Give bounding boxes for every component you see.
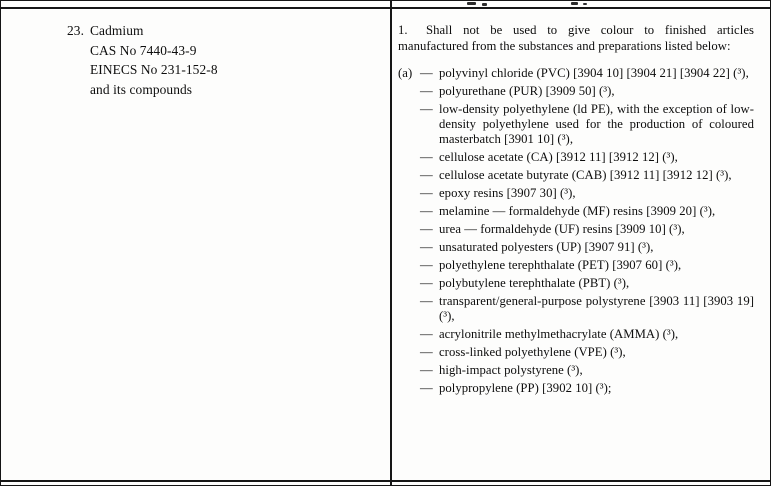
- list-item: [398, 168, 754, 183]
- previous-row-text-remnant: [583, 3, 587, 5]
- dash-bullet: —: [420, 363, 433, 377]
- list-item-text: acrylonitrile methylmethacrylate (AMMA) (³),: [439, 327, 679, 341]
- cas-number: CAS No 7440-43-9: [90, 42, 197, 58]
- list-item: [398, 363, 754, 378]
- restriction-paragraph: [398, 22, 754, 54]
- list-item: [398, 102, 754, 147]
- list-item: [398, 186, 754, 201]
- list-item-text: low-density polyethylene (ld PE), with the exception of low-density polyethylene used for the production of coloured masterbatch [3901 10] (³),: [439, 102, 754, 146]
- previous-row-text-remnant: [467, 2, 476, 5]
- list-item-text: cellulose acetate butyrate (CAB) [3912 11] [3912 12] (³),: [439, 168, 732, 182]
- dash-bullet: —: [420, 381, 433, 395]
- list-item-text: polyurethane (PUR) [3909 50] (³),: [439, 84, 615, 98]
- list-item: [398, 276, 754, 291]
- dash-bullet: —: [420, 168, 433, 182]
- substance-entry: [67, 21, 380, 99]
- dash-bullet: —: [420, 84, 433, 98]
- list-item: [398, 222, 754, 237]
- dash-bullet: —: [420, 258, 433, 272]
- list-item-text: polyethylene terephthalate (PET) [3907 60] (³),: [439, 258, 682, 272]
- dash-bullet: —: [420, 276, 433, 290]
- dash-bullet: —: [420, 150, 433, 164]
- dash-bullet: —: [420, 66, 433, 80]
- list-item-text: high-impact polystyrene (³),: [439, 363, 583, 377]
- substance-column: [1, 9, 390, 99]
- list-item: [398, 294, 754, 324]
- table-row-bottom-border: [1, 480, 770, 482]
- dash-bullet: —: [420, 102, 433, 116]
- restrictions-column: [392, 9, 771, 399]
- dash-bullet: —: [420, 186, 433, 200]
- dash-bullet: —: [420, 345, 433, 359]
- substance-name: Cadmium: [90, 23, 144, 38]
- list-item-text: epoxy resins [3907 30] (³),: [439, 186, 576, 200]
- list-item-text: urea — formaldehyde (UF) resins [3909 10] (³),: [439, 222, 685, 236]
- list-item: [398, 327, 754, 342]
- list-item-text: polypropylene (PP) [3902 10] (³);: [439, 381, 612, 395]
- entry-number: 23.: [67, 23, 85, 38]
- list-item-text: transparent/general-purpose polystyrene [3903 11] [3903 19] (³),: [439, 294, 754, 323]
- list-item-text: cross-linked polyethylene (VPE) (³),: [439, 345, 626, 359]
- list-item: [398, 150, 754, 165]
- list-item-text: unsaturated polyesters (UP) [3907 91] (³),: [439, 240, 654, 254]
- list-item: [398, 240, 754, 255]
- dash-bullet: —: [420, 327, 433, 341]
- dash-bullet: —: [420, 294, 433, 308]
- dash-bullet: —: [420, 240, 433, 254]
- list-item: [398, 258, 754, 273]
- list-item: [398, 381, 754, 396]
- paragraph-text: Shall not be used to give colour to finished articles manufactured from the substances and preparations listed below:: [398, 23, 754, 53]
- list-item-text: cellulose acetate (CA) [3912 11] [3912 12] (³),: [439, 150, 678, 164]
- list-item-text: polyvinyl chloride (PVC) [3904 10] [3904 21] [3904 22] (³),: [439, 66, 749, 80]
- previous-row-text-remnant: [482, 3, 487, 6]
- paragraph-number: 1.: [398, 23, 408, 37]
- dash-bullet: —: [420, 204, 433, 218]
- list-item-text: polybutylene terephthalate (PBT) (³),: [439, 276, 630, 290]
- dash-bullet: —: [420, 222, 433, 236]
- substance-note: and its compounds: [90, 81, 193, 97]
- list-item: [398, 345, 754, 360]
- substance-list: [398, 66, 754, 396]
- einecs-number: EINECS No 231-152-8: [90, 62, 218, 77]
- substance-details: [90, 21, 218, 99]
- list-item-text: melamine — formaldehyde (MF) resins [3909 20] (³),: [439, 204, 716, 218]
- list-item: [398, 84, 754, 99]
- list-item: [398, 204, 754, 219]
- previous-row-text-remnant: [571, 2, 578, 5]
- list-item: [398, 66, 754, 81]
- list-label: (a): [398, 66, 413, 80]
